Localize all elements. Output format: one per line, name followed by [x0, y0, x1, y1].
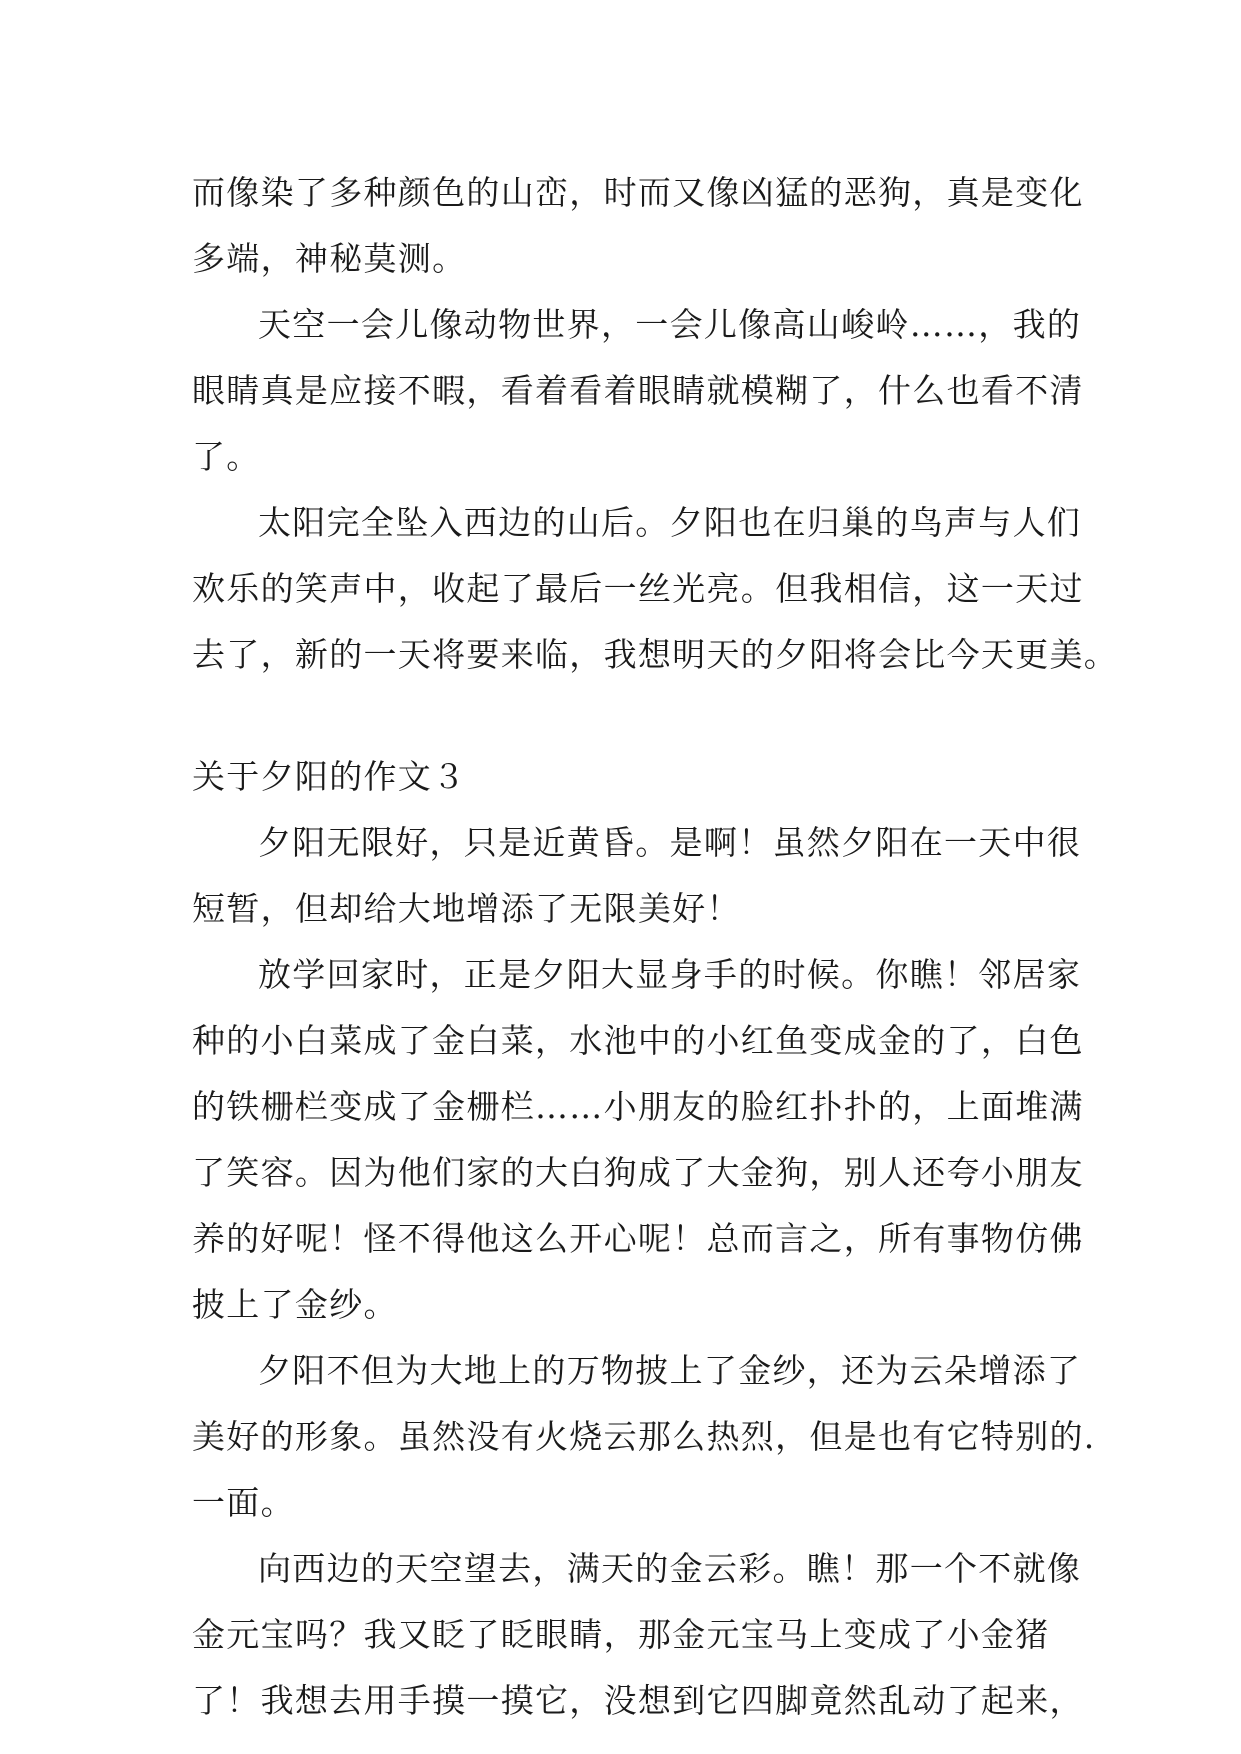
paragraph — [192, 292, 1084, 490]
document-page — [192, 160, 1119, 1734]
paragraph — [192, 1338, 1096, 1536]
paragraph — [192, 1536, 1084, 1734]
text-line: 天空一会儿像动物世界，一会儿像高山峻岭……，我的 — [258, 305, 1082, 344]
text-line: 放学回家时，正是夕阳大显身手的时候。你瞧！邻居家 — [258, 955, 1082, 994]
text-line: 了。 — [192, 437, 261, 476]
paragraph-continuation — [192, 160, 1084, 292]
text-line: 养的好呢！怪不得他这么开心呢！总而言之，所有事物仿佛 — [192, 1219, 1084, 1258]
text-line: 夕阳不但为大地上的万物披上了金纱，还为云朵增添了 — [258, 1351, 1082, 1390]
text-line: 太阳完全坠入西边的山后。夕阳也在归巢的鸟声与人们 — [258, 503, 1082, 542]
section-title: 关于夕阳的作文３ — [192, 757, 467, 796]
text-line: 了笑容。因为他们家的大白狗成了大金狗，别人还夸小朋友 — [192, 1153, 1084, 1192]
text-line: 短暂，但却给大地增添了无限美好！ — [192, 889, 741, 928]
text-line: 眼睛真是应接不暇，看着看着眼睛就模糊了，什么也看不清 — [192, 371, 1084, 410]
text-line: 一面。 — [192, 1483, 295, 1522]
text-line: 金元宝吗？我又眨了眨眼睛，那金元宝马上变成了小金猪 — [192, 1615, 1050, 1654]
text-line: 了！我想去用手摸一摸它，没想到它四脚竟然乱动了起来， — [192, 1681, 1084, 1720]
text-line: 种的小白菜成了金白菜，水池中的小红鱼变成金的了，白色 — [192, 1021, 1084, 1060]
text-line: 欢乐的笑声中，收起了最后一丝光亮。但我相信，这一天过 — [192, 569, 1084, 608]
text-line: 美好的形象。虽然没有火烧云那么热烈，但是也有它特别的. — [192, 1417, 1096, 1456]
section-spacer — [192, 688, 1054, 744]
text-line: 向西边的天空望去，满天的金云彩。瞧！那一个不就像 — [258, 1549, 1082, 1588]
text-line: 夕阳无限好，只是近黄昏。是啊！虽然夕阳在一天中很 — [258, 823, 1082, 862]
text-line: 多端，神秘莫测。 — [192, 239, 467, 278]
paragraph — [192, 810, 1082, 942]
text-line: 去了，新的一天将要来临，我想明天的夕阳将会比今天更美。 — [192, 635, 1119, 674]
text-line: 的铁栅栏变成了金栅栏……小朋友的脸红扑扑的，上面堆满 — [192, 1087, 1084, 1126]
text-line: 披上了金纱。 — [192, 1285, 398, 1324]
paragraph — [192, 942, 1084, 1338]
text-line: 而像染了多种颜色的山峦，时而又像凶猛的恶狗，真是变化 — [192, 173, 1084, 212]
paragraph — [192, 490, 1119, 688]
